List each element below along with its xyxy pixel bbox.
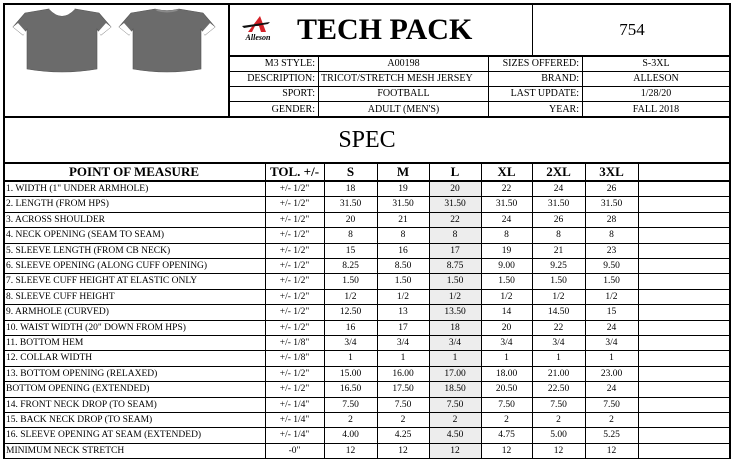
column-header: TOL. +/- <box>269 164 320 179</box>
size-value-cell: 1 <box>609 353 614 364</box>
size-value-cell: 7.50 <box>498 399 515 410</box>
measure-name: 5. SLEEVE LENGTH (FROM CB NECK) <box>6 245 171 256</box>
measure-name: 9. ARMHOLE (CURVED) <box>6 307 109 318</box>
size-value-cell: 15 <box>606 307 617 318</box>
column-divider <box>585 162 586 459</box>
measure-name: 15. BACK NECK DROP (TO SEAM) <box>6 415 153 425</box>
size-value-cell: 8 <box>504 230 509 241</box>
measure-name: 3. ACROSS SHOULDER <box>6 214 105 225</box>
size-value-cell: 20 <box>345 214 356 225</box>
size-value-cell: 4.25 <box>394 430 412 441</box>
description-label: DESCRIPTION: <box>247 73 315 84</box>
size-value-cell: 13.50 <box>444 307 466 318</box>
column-divider <box>481 162 482 459</box>
measure-name: 8. SLEEVE CUFF HEIGHT <box>6 291 115 302</box>
column-divider <box>429 162 430 459</box>
last-update-value: 1/28/20 <box>640 88 672 99</box>
page-title: TECH PACK <box>297 13 473 46</box>
size-value-cell: 31.50 <box>495 199 518 210</box>
size-value-cell: 1 <box>452 353 458 364</box>
size-value-cell: 2 <box>504 415 509 425</box>
brand-value: ALLESON <box>633 73 679 84</box>
size-value-cell: 18 <box>450 322 460 333</box>
size-value-cell: 8 <box>609 230 614 241</box>
column-header: S <box>346 164 355 179</box>
measure-name: 1. WIDTH (1" UNDER ARMHOLE) <box>6 184 149 194</box>
size-value-cell: 19 <box>398 184 408 194</box>
size-value-cell: 15 <box>345 245 356 256</box>
size-value-cell: 20.50 <box>495 384 518 395</box>
size-value-cell: 8 <box>556 230 561 241</box>
column-divider <box>729 162 731 459</box>
size-value-cell: 23.00 <box>600 368 623 379</box>
size-value-cell: 12 <box>501 445 512 456</box>
size-value-cell: 1/2 <box>448 291 462 302</box>
size-value-cell: 24 <box>553 184 564 194</box>
size-value-cell: 3/4 <box>500 338 513 348</box>
tolerance-cell: +/- 1/2" <box>279 384 310 395</box>
measure-name: 12. COLLAR WIDTH <box>6 353 93 364</box>
column-header: 2XL <box>546 164 571 179</box>
measure-name: 13. BOTTOM OPENING (RELAXED) <box>6 368 158 379</box>
column-divider <box>324 162 325 459</box>
tolerance-cell: +/- 1/2" <box>279 199 310 210</box>
measure-name: 16. SLEEVE OPENING AT SEAM (EXTENDED) <box>6 430 202 441</box>
tolerance-cell: +/- 1/2" <box>279 245 310 256</box>
tolerance-cell: +/- 1/8" <box>279 353 310 364</box>
size-value-cell: 2 <box>400 415 406 425</box>
sport-value: FOOTBALL <box>377 88 430 99</box>
column-divider <box>3 162 5 459</box>
size-value-cell: 9.25 <box>550 261 567 271</box>
size-value-cell: 19 <box>501 245 512 256</box>
year-label: YEAR: <box>549 104 579 115</box>
size-value-cell: 5.25 <box>603 430 620 441</box>
size-value-cell: 8 <box>348 230 353 241</box>
size-value-cell: 1.50 <box>342 276 359 287</box>
size-value-cell: 3/4 <box>344 338 357 348</box>
size-value-cell: 8 <box>452 230 458 241</box>
size-value-cell: 16.50 <box>339 384 362 395</box>
size-value-cell: 1 <box>556 353 561 364</box>
m3-style-label: M3 STYLE: <box>264 58 315 69</box>
column-header: M <box>396 164 410 179</box>
garment-images <box>5 5 227 117</box>
size-value-cell: 17.00 <box>444 368 466 379</box>
size-value-cell: 1.50 <box>446 276 464 287</box>
size-value-cell: 1.50 <box>394 276 412 287</box>
size-value-cell: 12 <box>553 445 564 456</box>
size-value-cell: 31.50 <box>392 199 414 210</box>
column-header: XL <box>497 164 516 179</box>
size-value-cell: 24 <box>606 384 617 395</box>
measure-name: BOTTOM OPENING (EXTENDED) <box>6 384 150 395</box>
sport-label: SPORT: <box>282 88 315 99</box>
size-value-cell: 7.50 <box>342 399 359 410</box>
tolerance-cell: +/- 1/2" <box>279 184 310 194</box>
size-value-cell: 12 <box>606 445 617 456</box>
size-value-cell: 12 <box>398 445 408 456</box>
size-value-cell: 12.50 <box>339 307 362 318</box>
m3-style-value: A00198 <box>387 58 420 69</box>
size-value-cell: 8.50 <box>394 261 412 271</box>
size-value-cell: 18 <box>345 184 356 194</box>
size-value-cell: 17 <box>398 322 408 333</box>
alleson-logo-icon <box>240 14 276 34</box>
size-value-cell: 1.50 <box>498 276 515 287</box>
measure-name: 14. FRONT NECK DROP (TO SEAM) <box>6 399 157 410</box>
size-value-cell: 18.00 <box>495 368 518 379</box>
size-value-cell: 23 <box>606 245 617 256</box>
tolerance-cell: +/- 1/4" <box>279 415 310 425</box>
size-value-cell: 7.50 <box>603 399 620 410</box>
size-value-cell: 3/4 <box>448 338 462 348</box>
size-value-cell: 22.50 <box>547 384 570 395</box>
size-value-cell: 1/2 <box>396 291 410 302</box>
size-value-cell: 24 <box>501 214 512 225</box>
measure-name: MINIMUM NECK STRETCH <box>6 445 125 456</box>
size-value-cell: 22 <box>450 214 460 225</box>
tolerance-cell: +/- 1/2" <box>279 214 310 225</box>
measure-name: 6. SLEEVE OPENING (ALONG CUFF OPENING) <box>6 261 208 271</box>
gender-value: ADULT (MEN'S) <box>367 104 440 115</box>
tolerance-cell: +/- 1/4" <box>279 430 310 441</box>
size-value-cell: 26 <box>553 214 564 225</box>
tolerance-cell: +/- 1/2" <box>279 368 310 379</box>
tolerance-cell: +/- 1/2" <box>279 261 310 271</box>
size-value-cell: 17.50 <box>392 384 414 395</box>
size-value-cell: 21.00 <box>547 368 570 379</box>
size-value-cell: 28 <box>606 214 617 225</box>
measure-name: 4. NECK OPENING (SEAM TO SEAM) <box>6 230 164 241</box>
measure-name: 11. BOTTOM HEM <box>6 338 84 348</box>
size-value-cell: 2 <box>348 415 353 425</box>
size-value-cell: 31.50 <box>600 199 623 210</box>
size-value-cell: 9.50 <box>603 261 620 271</box>
column-divider <box>638 162 639 459</box>
size-value-cell: 7.50 <box>550 399 567 410</box>
measure-name: 2. LENGTH (FROM HPS) <box>6 199 109 210</box>
size-value-cell: 4.75 <box>498 430 515 441</box>
size-value-cell: 7.50 <box>446 399 464 410</box>
tolerance-cell: +/- 1/2" <box>279 291 310 302</box>
size-value-cell: 15.00 <box>339 368 362 379</box>
tolerance-cell: +/- 1/2" <box>279 276 310 287</box>
tolerance-cell: +/- 1/8" <box>279 338 310 348</box>
size-value-cell: 1.50 <box>603 276 620 287</box>
size-value-cell: 1.50 <box>550 276 567 287</box>
sizes-offered-value: S-3XL <box>642 58 670 69</box>
jersey-front-back-image <box>5 5 227 75</box>
size-value-cell: 20 <box>450 184 460 194</box>
tolerance-cell: +/- 1/2" <box>279 322 310 333</box>
description-value: TRICOT/STRETCH MESH JERSEY <box>321 73 473 84</box>
tolerance-cell: +/- 1/2" <box>279 230 310 241</box>
size-value-cell: 22 <box>501 184 512 194</box>
measure-name: 10. WAIST WIDTH (20" DOWN FROM HPS) <box>6 322 186 333</box>
tolerance-cell: +/- 1/4" <box>279 399 310 410</box>
column-divider <box>377 162 378 459</box>
tolerance-cell: -0" <box>288 445 301 456</box>
column-divider <box>532 162 533 459</box>
year-value: FALL 2018 <box>632 104 680 115</box>
size-value-cell: 8 <box>400 230 406 241</box>
size-value-cell: 24 <box>606 322 617 333</box>
size-value-cell: 31.50 <box>339 199 362 210</box>
size-value-cell: 1/2 <box>500 291 513 302</box>
size-value-cell: 5.00 <box>550 430 567 441</box>
size-value-cell: 2 <box>609 415 614 425</box>
logo-text: Alleson <box>245 33 271 42</box>
jersey-back <box>119 9 215 72</box>
size-value-cell: 1 <box>400 353 406 364</box>
size-value-cell: 22 <box>553 322 564 333</box>
size-value-cell: 9.00 <box>498 261 515 271</box>
size-value-cell: 3/4 <box>605 338 618 348</box>
sizes-offered-label: SIZES OFFERED: <box>502 58 579 69</box>
spec-table <box>3 162 731 459</box>
size-value-cell: 1/2 <box>552 291 565 302</box>
tolerance-cell: +/- 1/2" <box>279 307 310 318</box>
column-header: L <box>450 164 460 179</box>
size-value-cell: 3/4 <box>552 338 565 348</box>
size-value-cell: 1 <box>348 353 353 364</box>
size-value-cell: 1 <box>504 353 509 364</box>
tech-pack-number: 754 <box>619 20 645 39</box>
size-value-cell: 21 <box>398 214 408 225</box>
size-value-cell: 16.00 <box>392 368 414 379</box>
size-value-cell: 14 <box>501 307 512 318</box>
size-value-cell: 20 <box>501 322 512 333</box>
size-value-cell: 31.50 <box>547 199 570 210</box>
size-value-cell: 8.75 <box>446 261 464 271</box>
alleson-logo <box>240 14 276 42</box>
size-value-cell: 13 <box>398 307 408 318</box>
size-value-cell: 14.50 <box>547 307 570 318</box>
size-value-cell: 7.50 <box>394 399 412 410</box>
size-value-cell: 18.50 <box>444 384 466 395</box>
brand-label: BRAND: <box>541 73 579 84</box>
size-value-cell: 1/2 <box>605 291 618 302</box>
measure-name: 7. SLEEVE CUFF HEIGHT AT ELASTIC ONLY <box>6 276 198 287</box>
size-value-cell: 12 <box>450 445 460 456</box>
size-value-cell: 26 <box>606 184 617 194</box>
spec-title: SPEC <box>338 127 396 153</box>
size-value-cell: 17 <box>450 245 460 256</box>
column-header: POINT OF MEASURE <box>68 164 199 179</box>
size-value-cell: 3/4 <box>396 338 410 348</box>
column-divider <box>265 162 266 459</box>
last-update-label: LAST UPDATE: <box>510 88 579 99</box>
size-value-cell: 8.25 <box>342 261 359 271</box>
size-value-cell: 2 <box>556 415 561 425</box>
size-value-cell: 2 <box>452 415 458 425</box>
jersey-front <box>13 9 111 72</box>
size-value-cell: 12 <box>345 445 356 456</box>
gender-label: GENDER: <box>271 104 315 115</box>
column-header: 3XL <box>599 164 624 179</box>
size-value-cell: 4.00 <box>342 430 359 441</box>
size-value-cell: 16 <box>345 322 356 333</box>
column-header <box>638 163 731 181</box>
size-value-cell: 4.50 <box>446 430 464 441</box>
size-value-cell: 21 <box>553 245 564 256</box>
size-value-cell: 31.50 <box>444 199 466 210</box>
size-value-cell: 1/2 <box>344 291 357 302</box>
size-value-cell: 16 <box>398 245 408 256</box>
